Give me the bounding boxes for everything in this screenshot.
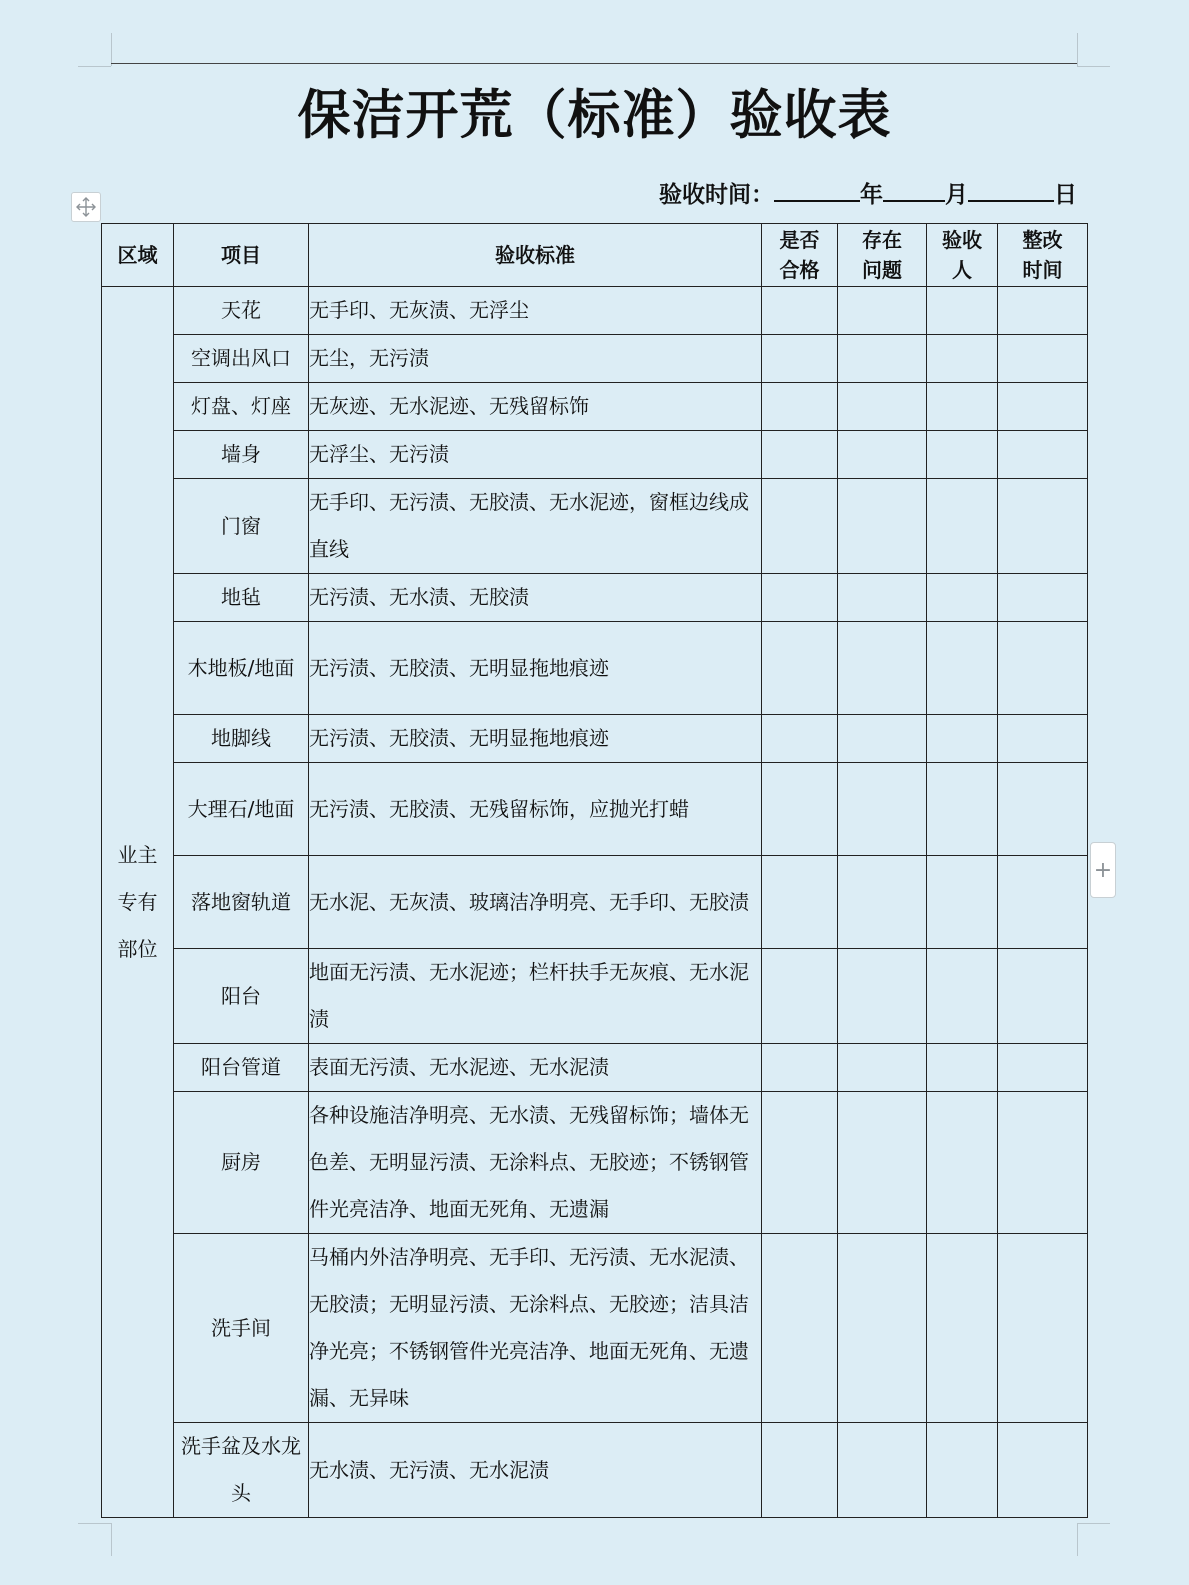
- standard-cell[interactable]: 无水泥、无灰渍、玻璃洁净明亮、无手印、无胶渍: [309, 856, 762, 949]
- table-row: [102, 1092, 1088, 1234]
- acceptance-table: [101, 223, 1088, 1518]
- table-row: [102, 287, 1088, 335]
- item-cell[interactable]: 落地窗轨道: [174, 856, 309, 949]
- rectify-time-cell[interactable]: [998, 715, 1088, 763]
- standard-cell[interactable]: 地面无污渍、无水泥迹；栏杆扶手无灰痕、无水泥渍: [309, 949, 762, 1044]
- rectify-time-cell[interactable]: [998, 1234, 1088, 1423]
- page-corner-mark: [111, 33, 112, 66]
- table-header-row: [102, 224, 1088, 287]
- table-row: [102, 622, 1088, 715]
- item-cell[interactable]: 门窗: [174, 479, 309, 574]
- issues-cell[interactable]: [838, 287, 927, 335]
- page-corner-mark: [78, 66, 111, 67]
- table-row: [102, 1234, 1088, 1423]
- table-row: [102, 763, 1088, 856]
- standard-cell[interactable]: 马桶内外洁净明亮、无手印、无污渍、无水泥渍、无胶渍；无明显污渍、无涂料点、无胶迹；洁具洁净光亮；不锈钢管件光亮洁净、地面无死角、无遗漏、无异味: [309, 1234, 762, 1423]
- table-row: [102, 949, 1088, 1044]
- rectify-time-cell[interactable]: [998, 763, 1088, 856]
- header-rule: [111, 63, 1077, 64]
- month-label: 月: [945, 182, 968, 208]
- inspector-cell[interactable]: [927, 1044, 998, 1092]
- inspector-cell[interactable]: [927, 287, 998, 335]
- standard-cell[interactable]: 无手印、无灰渍、无浮尘: [309, 287, 762, 335]
- standard-cell[interactable]: 无污渍、无水渍、无胶渍: [309, 574, 762, 622]
- month-blank[interactable]: [883, 176, 945, 202]
- rectify-time-cell[interactable]: [998, 1423, 1088, 1518]
- page-corner-mark: [78, 1523, 111, 1524]
- inspector-cell[interactable]: [927, 574, 998, 622]
- day-label: 日: [1054, 182, 1077, 208]
- standard-cell[interactable]: 无尘，无污渍: [309, 335, 762, 383]
- qualified-cell[interactable]: [762, 479, 838, 574]
- header-item: 项目: [174, 224, 309, 287]
- standard-cell[interactable]: 各种设施洁净明亮、无水渍、无残留标饰；墙体无色差、无明显污渍、无涂料点、无胶迹；不锈钢管件光亮洁净、地面无死角、无遗漏: [309, 1092, 762, 1234]
- table-row: [102, 856, 1088, 949]
- rectify-time-cell[interactable]: [998, 431, 1088, 479]
- document-title[interactable]: 保洁开荒（标准）验收表: [297, 85, 892, 146]
- table-row: [102, 431, 1088, 479]
- zone-cell[interactable]: [102, 287, 174, 1518]
- qualified-cell[interactable]: [762, 622, 838, 715]
- rectify-time-cell[interactable]: [998, 574, 1088, 622]
- rectify-time-cell[interactable]: [998, 383, 1088, 431]
- inspector-cell[interactable]: [927, 949, 998, 1044]
- inspection-date-line: [659, 176, 1077, 212]
- item-cell[interactable]: 洗手间: [174, 1234, 309, 1423]
- item-cell[interactable]: 厨房: [174, 1092, 309, 1234]
- item-cell[interactable]: 天花: [174, 287, 309, 335]
- issues-cell[interactable]: [838, 479, 927, 574]
- page-corner-mark: [1077, 1523, 1110, 1524]
- table-row: [102, 574, 1088, 622]
- qualified-cell[interactable]: [762, 1092, 838, 1234]
- qualified-cell[interactable]: [762, 1044, 838, 1092]
- zone-label: 业主专有部位: [117, 842, 158, 961]
- year-blank[interactable]: [774, 176, 860, 202]
- move-arrows-icon: [75, 196, 97, 218]
- add-column-button[interactable]: [1090, 842, 1116, 898]
- page-corner-mark: [1077, 1523, 1078, 1556]
- item-cell[interactable]: 墙身: [174, 431, 309, 479]
- qualified-cell[interactable]: [762, 949, 838, 1044]
- item-cell[interactable]: 阳台管道: [174, 1044, 309, 1092]
- rectify-time-cell[interactable]: [998, 479, 1088, 574]
- issues-cell[interactable]: [838, 431, 927, 479]
- rectify-time-cell[interactable]: [998, 949, 1088, 1044]
- inspector-cell[interactable]: [927, 383, 998, 431]
- issues-cell[interactable]: [838, 1092, 927, 1234]
- inspector-cell[interactable]: [927, 856, 998, 949]
- issues-cell[interactable]: [838, 574, 927, 622]
- issues-cell[interactable]: [838, 383, 927, 431]
- page-corner-mark: [111, 1523, 112, 1556]
- inspector-cell[interactable]: [927, 479, 998, 574]
- item-cell[interactable]: 大理石/地面: [174, 763, 309, 856]
- qualified-cell[interactable]: [762, 431, 838, 479]
- table-row: [102, 383, 1088, 431]
- item-cell[interactable]: 阳台: [174, 949, 309, 1044]
- qualified-cell[interactable]: [762, 763, 838, 856]
- day-blank[interactable]: [968, 176, 1054, 202]
- rectify-time-cell[interactable]: [998, 287, 1088, 335]
- page-corner-mark: [1077, 66, 1110, 67]
- rectify-time-cell[interactable]: [998, 1044, 1088, 1092]
- issues-cell[interactable]: [838, 763, 927, 856]
- item-cell[interactable]: 灯盘、灯座: [174, 383, 309, 431]
- qualified-cell[interactable]: [762, 1234, 838, 1423]
- item-cell[interactable]: 洗手盆及水龙头: [174, 1423, 309, 1518]
- qualified-cell[interactable]: [762, 574, 838, 622]
- standard-cell[interactable]: 无污渍、无胶渍、无明显拖地痕迹: [309, 715, 762, 763]
- table-row: [102, 479, 1088, 574]
- issues-cell[interactable]: [838, 856, 927, 949]
- inspector-cell[interactable]: [927, 622, 998, 715]
- inspector-cell[interactable]: [927, 335, 998, 383]
- inspector-cell[interactable]: [927, 1423, 998, 1518]
- qualified-cell[interactable]: [762, 335, 838, 383]
- page-corner-mark: [1077, 33, 1078, 66]
- standard-cell[interactable]: 无污渍、无胶渍、无明显拖地痕迹: [309, 622, 762, 715]
- rectify-time-cell[interactable]: [998, 1092, 1088, 1234]
- inspector-cell[interactable]: [927, 1234, 998, 1423]
- table-row: [102, 1044, 1088, 1092]
- issues-cell[interactable]: [838, 1234, 927, 1423]
- standard-cell[interactable]: 表面无污渍、无水泥迹、无水泥渍: [309, 1044, 762, 1092]
- table-row: [102, 1423, 1088, 1518]
- inspector-cell[interactable]: [927, 431, 998, 479]
- header-issues: 存在问题: [838, 224, 927, 287]
- issues-cell[interactable]: [838, 335, 927, 383]
- standard-cell[interactable]: 无污渍、无胶渍、无残留标饰，应抛光打蜡: [309, 763, 762, 856]
- qualified-cell[interactable]: [762, 856, 838, 949]
- standard-cell[interactable]: 无手印、无污渍、无胶渍、无水泥迹，窗框边线成直线: [309, 479, 762, 574]
- header-standard: 验收标准: [309, 224, 762, 287]
- header-zone: 区域: [102, 224, 174, 287]
- inspector-cell[interactable]: [927, 1092, 998, 1234]
- qualified-cell[interactable]: [762, 1423, 838, 1518]
- plus-icon: +: [1093, 857, 1113, 883]
- standard-cell[interactable]: 无灰迹、无水泥迹、无残留标饰: [309, 383, 762, 431]
- year-label: 年: [860, 182, 883, 208]
- issues-cell[interactable]: [838, 1423, 927, 1518]
- item-cell[interactable]: 地毡: [174, 574, 309, 622]
- qualified-cell[interactable]: [762, 383, 838, 431]
- qualified-cell[interactable]: [762, 287, 838, 335]
- rectify-time-cell[interactable]: [998, 622, 1088, 715]
- inspector-cell[interactable]: [927, 763, 998, 856]
- standard-cell[interactable]: 无水渍、无污渍、无水泥渍: [309, 1423, 762, 1518]
- qualified-cell[interactable]: [762, 715, 838, 763]
- issues-cell[interactable]: [838, 1044, 927, 1092]
- item-cell[interactable]: 木地板/地面: [174, 622, 309, 715]
- date-label: 验收时间：: [659, 182, 774, 208]
- issues-cell[interactable]: [838, 949, 927, 1044]
- table-move-handle[interactable]: [71, 192, 101, 222]
- issues-cell[interactable]: [838, 622, 927, 715]
- issues-cell[interactable]: [838, 715, 927, 763]
- inspector-cell[interactable]: [927, 715, 998, 763]
- table-row: [102, 715, 1088, 763]
- header-rectify-time: 整改时间: [998, 224, 1088, 287]
- table-row: [102, 335, 1088, 383]
- header-inspector: 验收人: [927, 224, 998, 287]
- item-cell[interactable]: 空调出风口: [174, 335, 309, 383]
- rectify-time-cell[interactable]: [998, 856, 1088, 949]
- header-qualified: 是否合格: [762, 224, 838, 287]
- rectify-time-cell[interactable]: [998, 335, 1088, 383]
- standard-cell[interactable]: 无浮尘、无污渍: [309, 431, 762, 479]
- item-cell[interactable]: 地脚线: [174, 715, 309, 763]
